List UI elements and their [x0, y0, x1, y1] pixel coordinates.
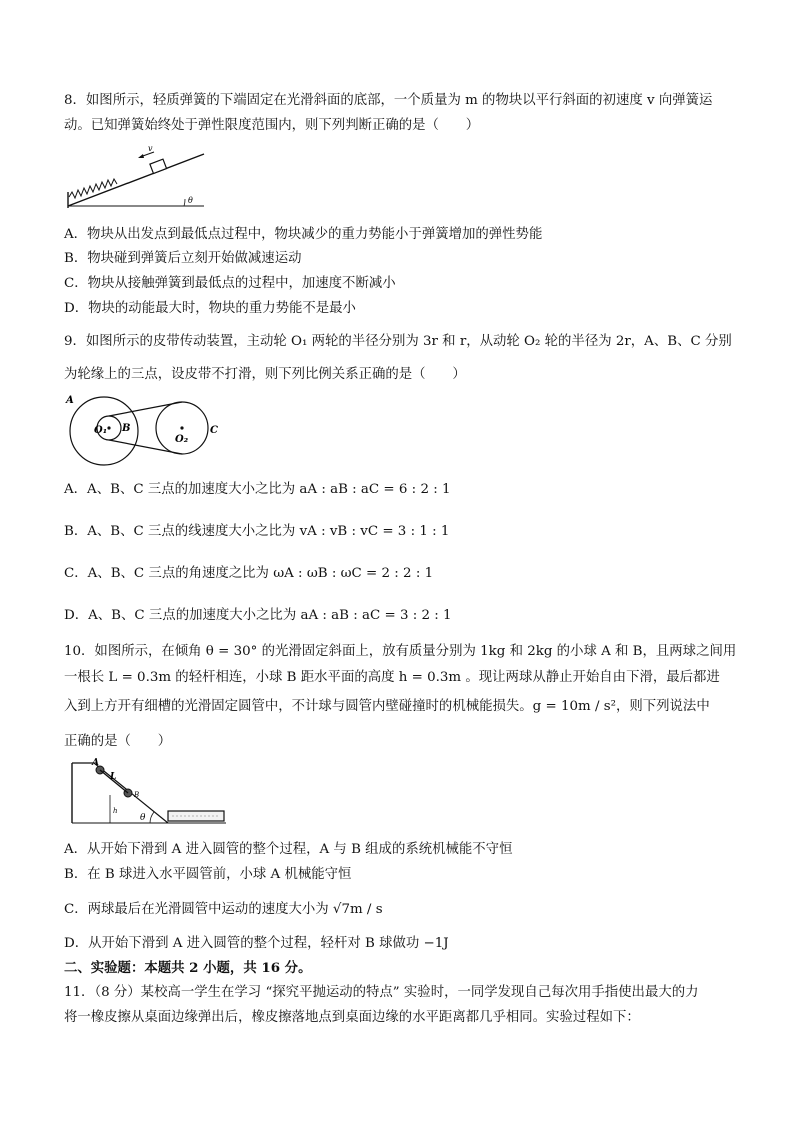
q10-fig-label-b: B	[134, 791, 140, 799]
section-heading: 二、实验题：本题共 2 小题，共 16 分。	[64, 960, 312, 976]
q10-stem-line2: 一根长 L = 0.3m 的轻杆相连，小球 B 距水平面的高度 h = 0.3m 。现让两球从静止开始自由下滑，最后都进	[64, 670, 720, 685]
q8-fig-label-theta: θ	[188, 196, 193, 205]
q9-fig-label-a: A	[66, 395, 74, 406]
q8-option-d: D．物块的动能最大时，物块的重力势能不是最小	[64, 301, 356, 316]
q9-option-c: C．A、B、C 三点的角速度之比为 ωA : ωB : ωC = 2 : 2 : 1	[64, 566, 434, 581]
q8-option-c: C．物块从接触弹簧到最低点的过程中，加速度不断减小	[64, 276, 396, 291]
q9-figure-belt-pulleys	[64, 393, 234, 473]
q8-figure-incline-spring	[64, 142, 214, 212]
q9-stem-line1: 9．如图所示的皮带传动装置，主动轮 O₁ 两轮的半径分别为 3r 和 r，从动轮 O₂ 轮的半径为 2r，A、B、C 分别	[64, 334, 732, 349]
q8-stem-line1: 8．如图所示，轻质弹簧的下端固定在光滑斜面的底部，一个质量为 m 的物块以平行斜面的初速度 v 向弹簧运	[64, 93, 713, 108]
q10-stem-line3: 入到上方开有细槽的光滑固定圆管中，不计球与圆管内壁碰撞时的机械能损失。g = 10m / s²，则下列说法中	[64, 699, 710, 714]
q10-stem-line4: 正确的是（ ）	[64, 734, 172, 749]
q9-fig-label-o1: O₁	[94, 425, 108, 436]
q9-fig-label-o2: O₂	[175, 434, 189, 445]
q10-figure-incline-tube	[64, 757, 234, 829]
q8-option-b: B．物块碰到弹簧后立刻开始做减速运动	[64, 251, 302, 266]
q8-option-a: A．物块从出发点到最低点过程中，物块减少的重力势能小于弹簧增加的弹性势能	[64, 227, 543, 242]
q9-stem-line2: 为轮缘上的三点，设皮带不打滑，则下列比例关系正确的是（ ）	[64, 367, 466, 382]
q10-fig-label-theta: θ	[140, 813, 146, 823]
q10-option-d: D．从开始下滑到 A 进入圆管的整个过程，轻杆对 B 球做功 −1J	[64, 936, 449, 951]
q9-fig-label-b: B	[122, 423, 131, 434]
q8-fig-label-v: v	[148, 144, 153, 153]
q9-fig-label-c: C	[210, 425, 218, 436]
q11-stem-line1: 11．（8 分）某校高一学生在学习 “探究平抛运动的特点” 实验时，一同学发现自己每次用手指使出最大的力	[64, 985, 699, 1000]
q9-option-d: D．A、B、C 三点的加速度大小之比为 aA : aB : aC = 3 : 2 : 1	[64, 608, 452, 623]
q10-option-c: C．两球最后在光滑圆管中运动的速度大小为 √7m / s	[64, 902, 383, 917]
q10-fig-label-l: L	[110, 772, 117, 782]
q11-stem-line2: 将一橡皮擦从桌面边缘弹出后，橡皮擦落地点到桌面边缘的水平距离都几乎相同。实验过程如下：	[64, 1010, 640, 1025]
q10-fig-label-h: h	[113, 807, 118, 815]
q10-option-a: A．从开始下滑到 A 进入圆管的整个过程，A 与 B 组成的系统机械能不守恒	[64, 842, 513, 857]
q9-option-a: A．A、B、C 三点的加速度大小之比为 aA : aB : aC = 6 : 2 : 1	[64, 482, 451, 497]
q10-stem-line1: 10．如图所示，在倾角 θ = 30° 的光滑固定斜面上，放有质量分别为 1kg 和 2kg 的小球 A 和 B，且两球之间用	[64, 644, 737, 659]
q10-option-b: B．在 B 球进入水平圆管前，小球 A 机械能守恒	[64, 867, 352, 882]
q9-option-b: B．A、B、C 三点的线速度大小之比为 vA : vB : vC = 3 : 1 : 1	[64, 524, 450, 539]
q8-stem-line2: 动。已知弹簧始终处于弹性限度范围内，则下列判断正确的是（ ）	[64, 118, 480, 133]
q10-fig-label-a: A	[92, 758, 99, 768]
